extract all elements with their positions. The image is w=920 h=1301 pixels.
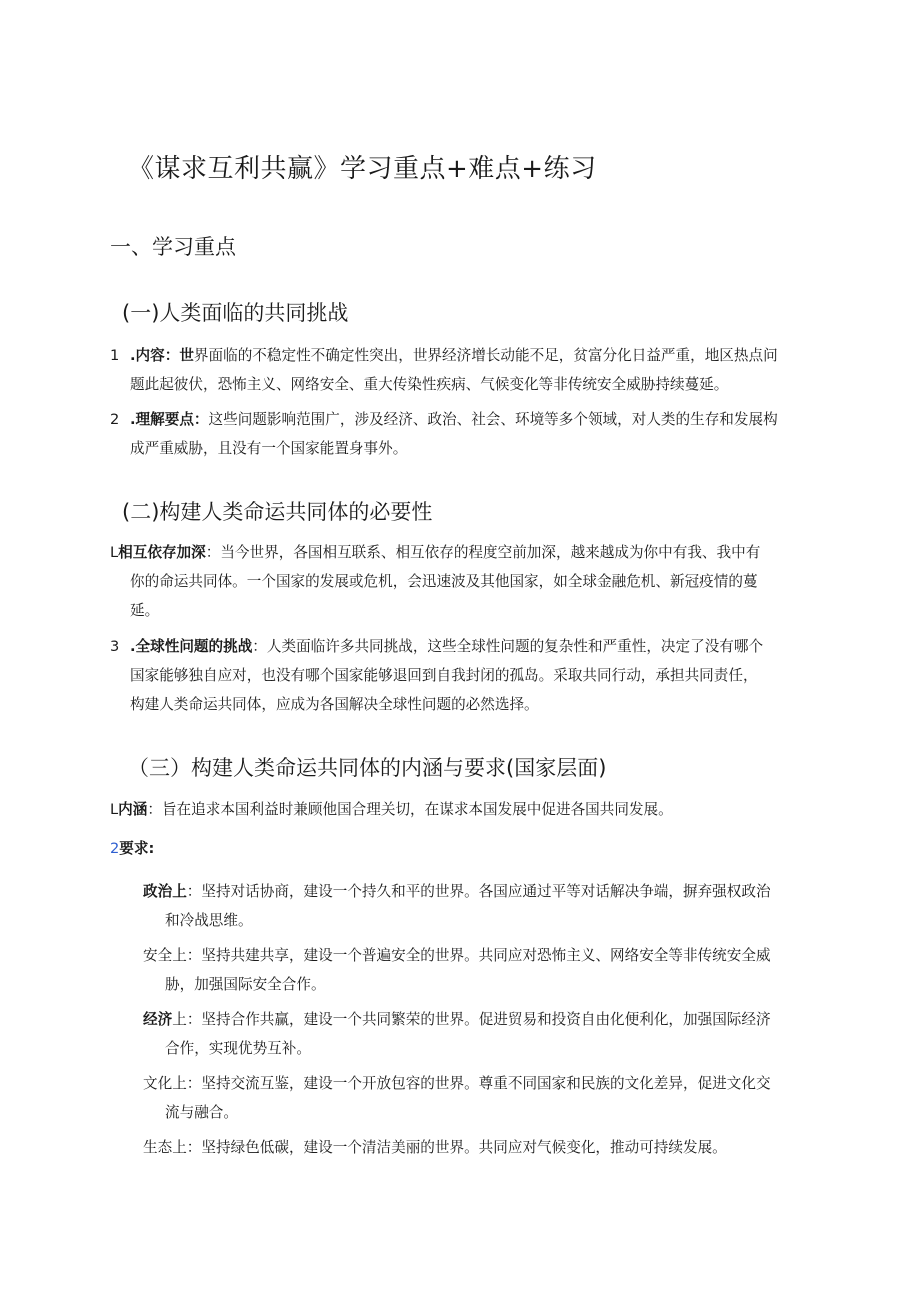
requirement-label: 政治上 [143,883,187,900]
item-number: L [110,544,119,561]
section-heading-key-points: 一、学习重点 [110,235,236,259]
list-item [110,405,830,463]
requirement-text-continued: 胁，加强国际安全合作。 [165,976,326,993]
requirement-label: 安全上 [143,947,187,964]
requirement-item [143,941,823,999]
item-number: L [110,801,119,818]
item-text: 这些问题影响范围广，涉及经济、政治、社会、环境等多个领域，对人类的生存和发展构 [208,411,778,428]
list-item [110,632,830,719]
requirement-item [143,877,823,935]
requirement-item [143,1005,823,1063]
requirement-label: 经济 [143,1011,173,1028]
requirement-label-tail: 上 [172,1011,187,1028]
item-label: 相互依存加深 [118,544,206,561]
item-text-continued: 你的命运共同体。一个国家的发展或危机，会迅速波及其他国家，如全球金融危机、新冠疫情的蔓 [130,573,758,590]
item-text: ：当今世界，各国相互联系、相互依存的程度空前加深，越来越成为你中有我、我中有 [205,544,761,561]
requirement-text: ：坚持交流互鉴，建设一个开放包容的世界。尊重不同国家和民族的文化差异，促进文化交 [186,1075,771,1092]
list-item [110,341,830,399]
item-text-continued: 成严重威胁，且没有一个国家能置身事外。 [130,440,408,457]
item-number: 3 [110,638,120,655]
requirement-item [143,1069,823,1127]
requirement-text: ：坚持合作共赢，建设一个共同繁荣的世界。促进贸易和投资自由化便利化，加强国际经济 [186,1011,771,1028]
requirement-text-continued: 合作，实现优势互补。 [165,1040,311,1057]
item-text-continued: 国家能够独自应对，也没有哪个国家能够退回到自我封闭的孤岛。采取共同行动，承担共同责任， [130,667,758,684]
document-title: 《谋求互利共赢》学习重点+难点+练习 [128,154,597,184]
requirement-text-continued: 和冷战思维。 [165,912,253,929]
requirement-text: ：坚持对话协商，建设一个持久和平的世界。各国应通过平等对话解决争端，摒弃强权政治 [186,883,771,900]
item-label: 要求: [119,840,155,857]
item-label: 内涵 [118,801,148,818]
requirement-item [143,1133,823,1162]
subsection-heading-necessity: (二)构建人类命运共同体的必要性 [122,500,433,524]
item-text: 界面临的不稳定性不确定性突出，世界经济增长动能不足，贫富分化日益严重，地区热点问 [193,347,778,364]
item-number: 2 [110,840,120,857]
item-label: .内容：世 [130,347,194,364]
item-text: ：旨在追求本国利益时兼顾他国合理关切，在谋求本国发展中促进各国共同发展。 [147,801,673,818]
item-label: .全球性问题的挑战 [130,638,253,655]
subsection-heading-connotation: （三）构建人类命运共同体的内涵与要求(国家层面) [128,756,607,780]
item-number: 2 [110,411,120,428]
list-item [110,834,830,863]
requirement-text-continued: 流与融合。 [165,1104,238,1121]
list-item [110,795,830,824]
requirement-text: ：坚持共建共享，建设一个普遍安全的世界。共同应对恐怖主义、网络安全等非传统安全威 [186,947,771,964]
item-number: 1 [110,347,120,364]
item-label: .理解要点： [130,411,209,428]
item-text-continued: 构建人类命运共同体，应成为各国解决全球性问题的必然选择。 [130,696,539,713]
requirement-label: 文化上 [143,1075,187,1092]
subsection-heading-common-challenges: (一)人类面临的共同挑战 [122,301,349,325]
requirement-text: ：坚持绿色低碳，建设一个清洁美丽的世界。共同应对气候变化，推动可持续发展。 [186,1139,727,1156]
item-text: ：人类面临许多共同挑战，这些全球性问题的复杂性和严重性，决定了没有哪个 [252,638,764,655]
list-item [110,538,830,625]
item-text-continued: 延。 [130,602,160,619]
item-text-continued: 题此起彼伏，恐怖主义、网络安全、重大传染性疾病、气候变化等非传统安全威胁持续蔓延。 [130,376,729,393]
requirement-label: 生态上 [143,1139,187,1156]
